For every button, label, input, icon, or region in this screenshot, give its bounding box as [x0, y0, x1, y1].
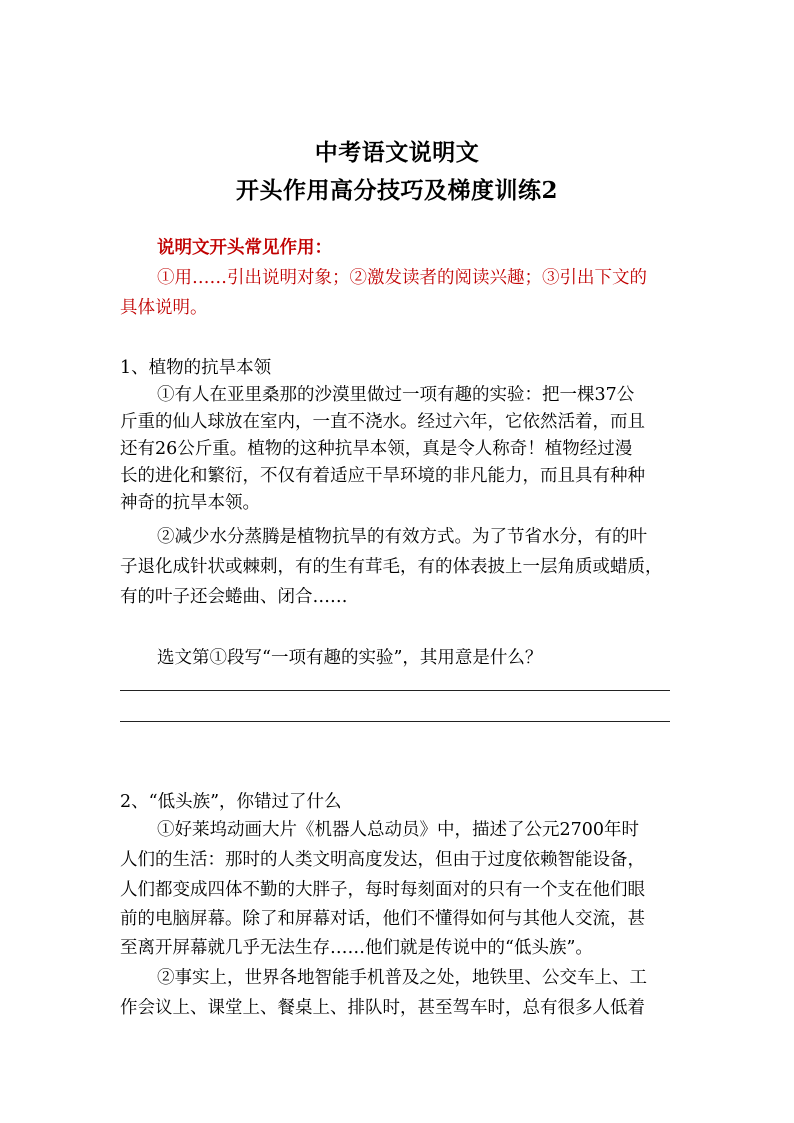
section2-paragraph-line: 前的电脑屏幕。除了和屏幕对话，他们不懂得如何与其他人交流，甚: [120, 909, 645, 929]
section1-question: 选文第①段写“一项有趣的实验”，其用意是什么？: [157, 648, 543, 668]
section2-paragraph-line: 至离开屏幕就几乎无法生存……他们就是传说中的“低头族”。: [120, 938, 593, 958]
tips-line-1: ①用……引出说明对象；②激发读者的阅读兴趣；③引出下文的: [157, 268, 647, 288]
section1-paragraph-line: 神奇的抗旱本领。: [120, 493, 260, 513]
section2-paragraph-line: 人们都变成四体不勤的大胖子，每时每刻面对的只有一个支在他们眼: [120, 880, 645, 900]
section1-paragraph-line: 还有26公斤重。植物的这种抗旱本领，真是令人称奇！植物经过漫: [120, 439, 633, 459]
section2-paragraph-line: ①好莱坞动画大片《机器人总动员》中，描述了公元2700年时: [157, 820, 640, 840]
document-title-line-2: 开头作用高分技巧及梯度训练2: [235, 177, 558, 204]
section2-paragraph-line: ②事实上，世界各地智能手机普及之处，地铁里、公交车上、工: [157, 968, 647, 988]
answer-line[interactable]: [120, 690, 670, 691]
section1-paragraph-line: 长的进化和繁衍，不仅有着适应干旱环境的非凡能力，而且具有种种: [120, 466, 645, 486]
tips-line-2: 具体说明。: [120, 298, 208, 318]
section1-paragraph-line: 有的叶子还会蜷曲、闭合……: [120, 587, 348, 607]
section1-heading: 1、植物的抗旱本领: [120, 358, 272, 378]
section1-paragraph-line: 子退化成针状或棘刺，有的生有茸毛，有的体表披上一层角质或蜡质，: [120, 557, 663, 577]
section1-paragraph-line: ①有人在亚里桑那的沙漠里做过一项有趣的实验：把一棵37公: [157, 385, 635, 405]
document-title-line-1: 中考语文说明文: [314, 139, 480, 166]
section1-paragraph-line: 斤重的仙人球放在室内，一直不浇水。经过六年，它依然活着，而且: [120, 412, 645, 432]
section2-heading: 2、“低头族”，你错过了什么: [120, 792, 342, 812]
section2-paragraph-line: 作会议上、课堂上、餐桌上、排队时，甚至驾车时，总有很多人低着: [120, 998, 645, 1018]
answer-line[interactable]: [120, 721, 670, 722]
section1-paragraph-line: ②减少水分蒸腾是植物抗旱的有效方式。为了节省水分，有的叶: [157, 527, 647, 547]
tips-heading: 说明文开头常见作用：: [157, 238, 332, 258]
section2-paragraph-line: 人们的生活：那时的人类文明高度发达，但由于过度依赖智能设备，: [120, 850, 645, 870]
